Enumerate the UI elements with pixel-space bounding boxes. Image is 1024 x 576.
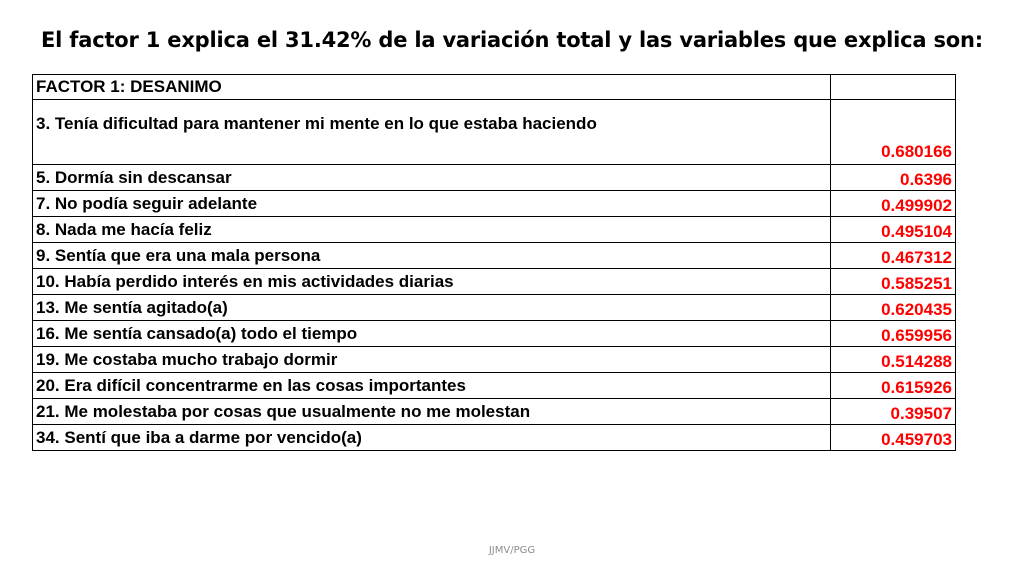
row-label: 21. Me molestaba por cosas que usualmente no me molestan (33, 399, 831, 425)
slide-title: El factor 1 explica el 31.42% de la variación total y las variables que explica son: (41, 28, 983, 52)
table-row (33, 321, 956, 347)
factor-header-label: FACTOR 1: DESANIMO (33, 75, 831, 100)
factor-header-value (830, 75, 955, 100)
table-header-row (33, 75, 956, 100)
row-label: 8. Nada me hacía feliz (33, 217, 831, 243)
table-row (33, 217, 956, 243)
row-value: 0.514288 (830, 347, 955, 373)
row-label: 3. Tenía dificultad para mantener mi mente en lo que estaba haciendo (33, 100, 831, 165)
row-label: 16. Me sentía cansado(a) todo el tiempo (33, 321, 831, 347)
row-label: 20. Era difícil concentrarme en las cosas importantes (33, 373, 831, 399)
footer-credit: JJMV/PGG (488, 545, 536, 556)
row-label: 10. Había perdido interés en mis actividades diarias (33, 269, 831, 295)
table-row (33, 373, 956, 399)
row-label: 13. Me sentía agitado(a) (33, 295, 831, 321)
row-label: 5. Dormía sin descansar (33, 165, 831, 191)
table-row (33, 347, 956, 373)
row-value: 0.459703 (830, 425, 955, 451)
row-value: 0.585251 (830, 269, 955, 295)
table-row (33, 191, 956, 217)
table-row (33, 165, 956, 191)
table-row (33, 425, 956, 451)
table-row (33, 243, 956, 269)
row-value: 0.659956 (830, 321, 955, 347)
row-value: 0.467312 (830, 243, 955, 269)
row-value: 0.499902 (830, 191, 955, 217)
factor-loadings-table (32, 74, 956, 451)
table-row (33, 269, 956, 295)
row-value: 0.615926 (830, 373, 955, 399)
row-value: 0.680166 (830, 100, 955, 165)
row-label: 34. Sentí que iba a darme por vencido(a) (33, 425, 831, 451)
row-value: 0.39507 (830, 399, 955, 425)
row-value: 0.6396 (830, 165, 955, 191)
row-label: 7. No podía seguir adelante (33, 191, 831, 217)
row-value: 0.620435 (830, 295, 955, 321)
table-row (33, 295, 956, 321)
row-value: 0.495104 (830, 217, 955, 243)
table-row (33, 399, 956, 425)
row-label: 19. Me costaba mucho trabajo dormir (33, 347, 831, 373)
row-label: 9. Sentía que era una mala persona (33, 243, 831, 269)
table-row (33, 100, 956, 165)
